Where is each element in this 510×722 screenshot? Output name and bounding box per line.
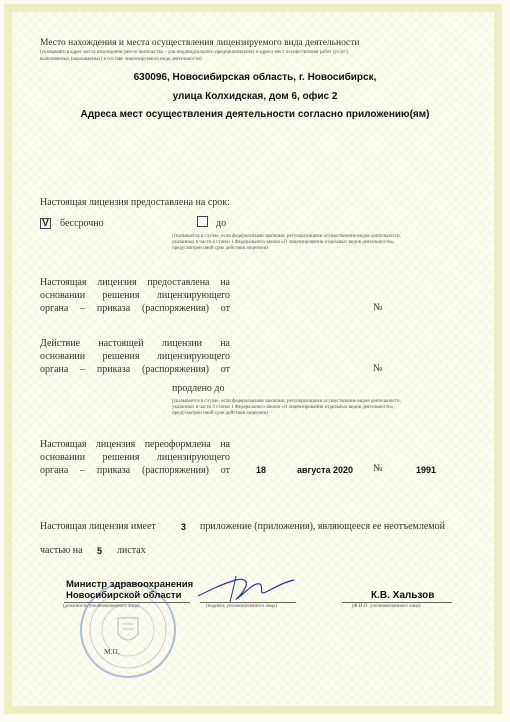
until-label: до	[216, 218, 227, 229]
name-underline	[342, 602, 452, 603]
signatory-position-line-1: Министр здравоохранения	[66, 579, 194, 590]
term-hint-1: (указывается в случае, если федеральными законами, регулирующими осуществление видов деятельности,	[172, 234, 401, 239]
extended-until-label: продлено до	[172, 383, 225, 394]
signatory-name: К.В. Хальзов	[371, 590, 435, 601]
location-hint-1: (указываются адрес места нахождения (место жительства – для индивидуального предпринимателя) и адреса мест осуществления работ (услуг),	[40, 50, 350, 55]
term-heading: Настоящая лицензия предоставлена на срок:	[40, 197, 230, 208]
reissued-number: 1991	[416, 465, 437, 475]
address-line-1: 630096, Новосибирская область, г. Новосибирск,	[133, 72, 377, 83]
granted-number-label: №	[373, 302, 383, 313]
appendix-count: 3	[181, 522, 187, 532]
suspended-line-2: основании решения лицензирующего	[40, 351, 230, 362]
appendix-part-prefix: частью на	[40, 545, 83, 556]
reissued-number-label: №	[373, 463, 383, 474]
granted-line-1: Настоящая лицензия предоставлена на	[40, 277, 230, 288]
signature-hint: (подпись уполномоченного лица)	[206, 604, 278, 609]
address-line-3: Адреса мест осуществления деятельности согласно приложению(ям)	[80, 109, 430, 120]
suspended-line-3: органа – приказа (распоряжения) от	[40, 364, 230, 375]
reissued-line-2: основании решения лицензирующего	[40, 452, 230, 463]
suspended-hint-1: (указывается в случае, если федеральными законами, регулирующими осуществление видов деятельности,	[172, 399, 401, 404]
reissued-line-1: Настоящая лицензия переоформлена на	[40, 439, 230, 450]
appendix-suffix: приложение (приложения), являющееся ее неотъемлемой	[200, 521, 445, 532]
location-hint-2: выполняемых (оказываемых) в составе лицензируемого вида деятельности)	[40, 57, 202, 62]
term-hint-3: предусмотрен иной срок действия лицензии)	[172, 246, 268, 251]
indefinite-label: бессрочно	[60, 218, 104, 229]
seal-place-label: М.П.	[104, 647, 120, 656]
granted-line-3: органа – приказа (распоряжения) от	[40, 303, 230, 314]
suspended-line-1: Действие настоящей лицензии на	[40, 338, 230, 349]
appendix-prefix: Настоящая лицензия имеет	[40, 521, 156, 532]
signatory-position-line-2: Новосибирской области	[66, 590, 182, 601]
suspended-hint-2: указанных в части 4 статьи 1 Федерального закона «О лицензировании отдельных видов деятельности»,	[172, 405, 395, 410]
reissued-day: 18	[256, 465, 267, 475]
signature-underline	[200, 602, 296, 603]
reissued-month-year: августа 2020	[297, 465, 354, 475]
position-underline	[64, 602, 190, 603]
address-line-2: улица Колхидская, дом 6, офис 2	[172, 91, 338, 102]
indefinite-checkbox: V	[40, 218, 51, 229]
reissued-line-3: органа – приказа (распоряжения) от	[40, 465, 230, 476]
until-checkbox	[197, 216, 208, 227]
term-hint-2: указанных в части 4 статьи 1 Федерального закона «О лицензировании отдельных видов деятельности»,	[172, 240, 395, 245]
suspended-number-label: №	[373, 363, 383, 374]
suspended-hint-3: предусмотрен иной срок действия лицензии)	[172, 411, 268, 416]
position-hint: (должность уполномоченного лица)	[63, 604, 140, 609]
name-hint: (Ф.И.О. уполномоченного лица)	[352, 604, 421, 609]
appendix-sheets: 5	[97, 546, 103, 556]
granted-line-2: основании решения лицензирующего	[40, 290, 230, 301]
location-heading: Место нахождения и места осуществления лицензируемого вида деятельности	[40, 38, 360, 48]
appendix-sheets-label: листах	[117, 545, 146, 556]
